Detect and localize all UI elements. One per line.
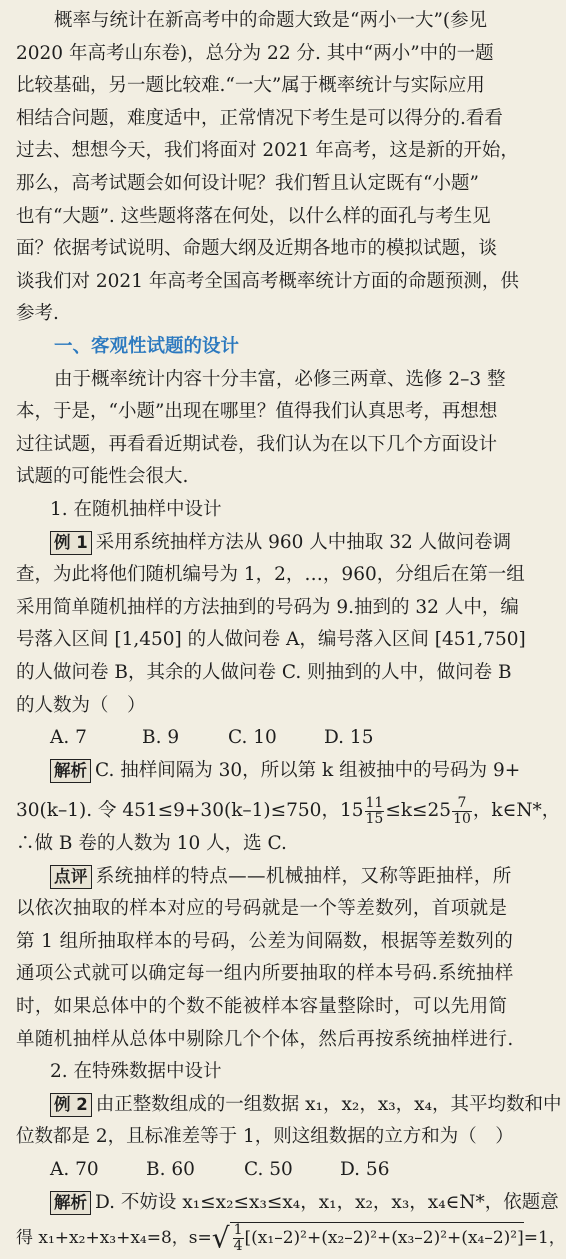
- subheading-2-text: 2. 在特殊数据中设计: [50, 1061, 222, 1083]
- comment1-line-5: 时，如果总体中的个数不能被样本容量整除时，可以先用简: [16, 996, 508, 1017]
- frac-num: 7: [452, 796, 472, 812]
- example2-option-c: C. 50: [244, 1159, 293, 1180]
- frac-den: 15: [365, 810, 384, 827]
- example2-text-2: 位数都是 2，且标准差等于 1，则这组数据的立方和为（ ）: [16, 1126, 514, 1148]
- fraction-1-4: [233, 1223, 244, 1254]
- example1-line-3: 采用简单随机抽样的方法抽到的号码为 9.抽到的 32 人中，编: [16, 596, 519, 618]
- solution1-ineq-mid: ≤k≤25: [385, 800, 452, 822]
- solution1-text: C. 抽样间隔为 30，所以第 k 组被抽中的号码为 9+: [95, 759, 521, 781]
- example1-option-a: A. 7: [50, 727, 87, 749]
- variance-expr: [(x₁–2)²+(x₂–2)²+(x₃–2)²+(x₄–2)²]: [244, 1228, 524, 1249]
- example2-tag: 例 2: [50, 1093, 92, 1117]
- subheading-2: [50, 1055, 526, 1089]
- para1-line-6: 那么，高考试题会如何设计呢？我们暂且认定既有“小题”: [16, 173, 479, 194]
- example2-line-2: [16, 1120, 526, 1154]
- solution1-tag: 解析: [50, 759, 91, 783]
- example1-line-6: 的人数为（ ）: [16, 694, 146, 716]
- fraction-7-10: [452, 796, 472, 827]
- frac-den: 10: [453, 810, 471, 827]
- para2-line-4: 试题的可能性会很大.: [16, 466, 189, 488]
- example2-option-a: A. 70: [50, 1159, 99, 1180]
- para1-line-7: 也有“大题”. 这些题将落在何处，以什么样的面孔与考生见: [16, 205, 491, 227]
- example2-options: [50, 1153, 526, 1187]
- example2-text: 由正整数组成的一组数据 x₁，x₂，x₃，x₄，其平均数和中: [95, 1093, 562, 1115]
- comment1-line-3: 第 1 组所抽取样本的号码，公差为间隔数，根据等差数列的: [16, 930, 514, 952]
- para1-line-2: 2020 年高考山东卷)，总分为 22 分. 其中“两小”中的一题: [16, 42, 494, 64]
- subheading-1: 1. 在随机抽样中设计: [50, 499, 222, 520]
- example1-options: [50, 721, 526, 755]
- para2-line-2: 本，于是，“小题”出现在哪里？值得我们认真思考，再想想: [16, 401, 498, 423]
- comment1-line-1: [50, 860, 526, 894]
- solution2-line-2: [16, 1218, 566, 1258]
- solution1-ineq: 30(k–1). 令 451≤9+30(k–1)≤750，15: [16, 800, 364, 822]
- frac-num: 1: [233, 1222, 243, 1239]
- sqrt-body: [230, 1222, 524, 1254]
- example1-line-2: 查，为此将他们随机编号为 1，2，…，960，分组后在第一组: [16, 564, 525, 586]
- comment1-line-2: 以依次抽取的样本对应的号码就是一个等差数列，首项就是: [16, 898, 508, 920]
- example1-text: 采用系统抽样方法从 960 人中抽取 32 人做问卷调: [95, 531, 512, 553]
- para1-line-1: 概率与统计在新高考中的命题大致是“两小一大”(参见: [54, 10, 488, 31]
- para1-line-5: 过去、想想今天，我们将面对 2021 年高考，这是新的开始，: [16, 140, 519, 162]
- para2-line-1: 由于概率统计内容十分丰富，必修三两章、选修 2–3 整: [54, 368, 506, 390]
- para1-line-9: 谈我们对 2021 年高考全国高考概率统计方面的命题预测，供: [16, 270, 519, 292]
- example1-line-1: [50, 526, 526, 560]
- example2-option-b: B. 60: [146, 1159, 195, 1180]
- comment1-text: 系统抽样的特点——机械抽样，又称等距抽样，所: [95, 865, 512, 887]
- fraction-11-15: [365, 796, 385, 827]
- sqrt-sign: √: [211, 1221, 230, 1255]
- example1-line-4: 号落入区间 [1,450] 的人做问卷 A，编号落入区间 [451,750]: [16, 629, 526, 651]
- solution2-tag: 解析: [50, 1191, 91, 1215]
- solution2-text: D. 不妨设 x₁≤x₂≤x₃≤x₄，x₁，x₂，x₃，x₄∈N*，依题意: [95, 1191, 559, 1213]
- solution1-line-3: ∴做 B 卷的人数为 10 人，选 C.: [16, 833, 287, 854]
- para2-line-3: 过往试题，再看看近期试卷，我们认为在以下几个方面设计: [16, 433, 498, 455]
- example1-tag: 例 1: [50, 531, 92, 555]
- solution2-line-1: [50, 1186, 559, 1220]
- solution2-end: =1，: [523, 1228, 566, 1249]
- example1-option-d: D. 15: [324, 727, 374, 749]
- para1-line-4: 相结合问题，难度适中，正常情况下考生是可以得分的.看看: [16, 107, 503, 129]
- para1-line-3: 比较基础，另一题比较难.“一大”属于概率统计与实际应用: [16, 75, 485, 97]
- example2-line-1: [50, 1088, 562, 1122]
- example1-option-c: C. 10: [228, 727, 277, 749]
- example2-option-d: D. 56: [340, 1159, 390, 1180]
- solution1-ineq-end: ，k∈N*，: [472, 800, 561, 822]
- para1-line-10: 参考.: [16, 303, 59, 325]
- solution2-sum: 得 x₁+x₂+x₃+x₄=8，s=: [16, 1228, 212, 1249]
- para1-line-8: 面？依据考试说明、命题大纲及近期各地市的模拟试题，谈: [16, 238, 498, 260]
- solution1-line-1: [50, 754, 526, 788]
- comment1-line-4: 通项公式就可以确定每一组内所要抽取的样本号码.系统抽样: [16, 963, 514, 985]
- comment1-tag: 点评: [50, 865, 92, 889]
- section-heading: 一、客观性试题的设计: [54, 336, 240, 357]
- comment1-line-6: 单随机抽样从总体中剔除几个个体，然后再按系统抽样进行.: [16, 1028, 514, 1050]
- example1-line-5: 的人做问卷 B，其余的人做问卷 C. 则抽到的人中，做问卷 B: [16, 662, 512, 683]
- frac-den: 4: [233, 1238, 243, 1255]
- example1-option-b: B. 9: [142, 727, 180, 749]
- frac-num: 11: [365, 794, 384, 811]
